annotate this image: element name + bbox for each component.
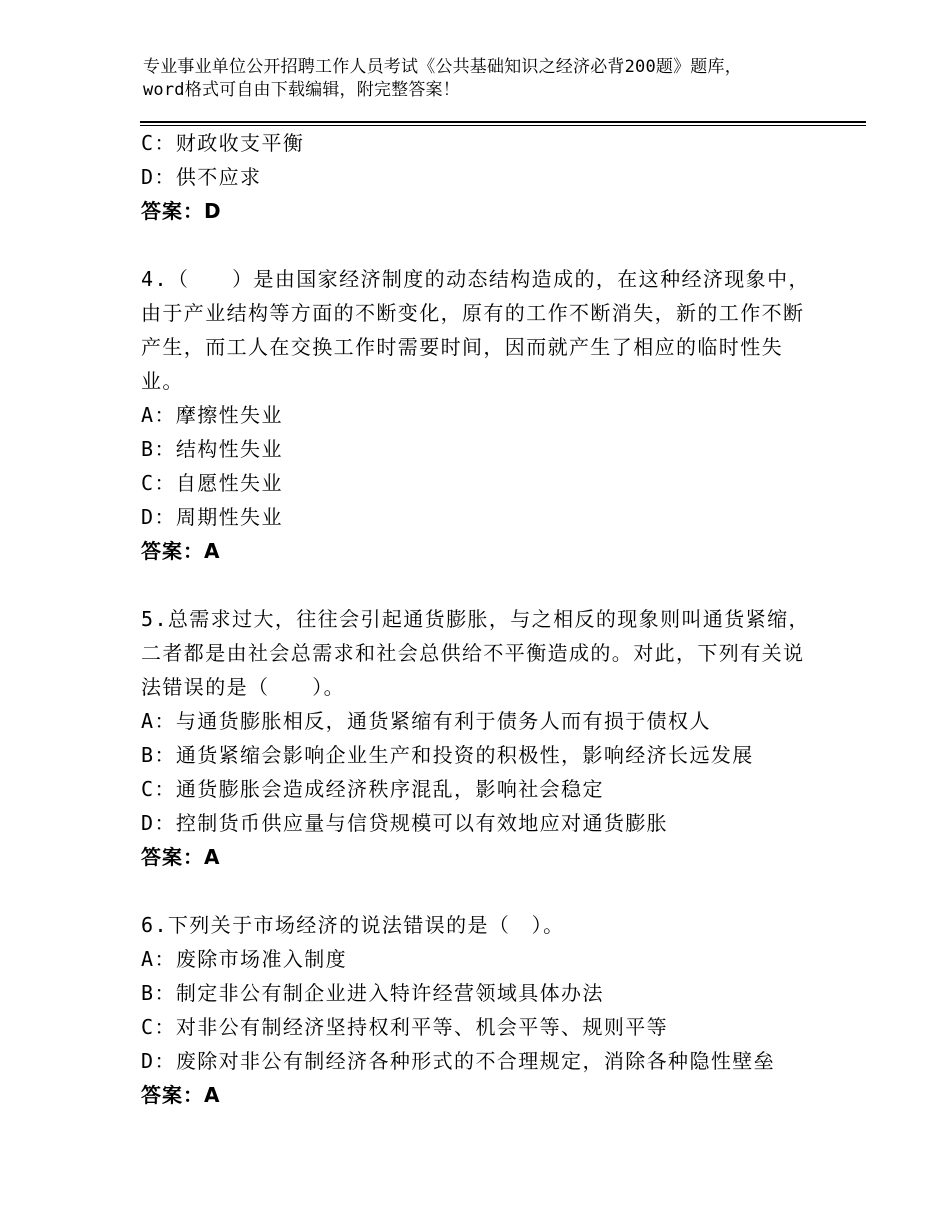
- question-6: [141, 908, 811, 1112]
- spacer: [141, 874, 811, 908]
- option-d: D：供不应求: [141, 165, 262, 189]
- option-b: B：结构性失业: [141, 437, 283, 461]
- header-rule-thick: [140, 121, 866, 123]
- option-d: D：周期性失业: [141, 505, 283, 529]
- answer-line: 答案：A: [141, 1083, 221, 1107]
- option-d: D：控制货币供应量与信贷规模可以有效地应对通货膨胀: [141, 811, 669, 835]
- option-a: A：摩擦性失业: [141, 403, 283, 427]
- spacer: [141, 568, 811, 602]
- page-header: 专业事业单位公开招聘工作人员考试《公共基础知识之经济必背200题》题库，word格式可自由下载编辑，附完整答案！: [143, 57, 742, 100]
- option-c: C：对非公有制经济坚持权利平等、机会平等、规则平等: [141, 1015, 669, 1039]
- answer-line: 答案：D: [141, 199, 222, 223]
- question-stem: 6.下列关于市场经济的说法错误的是（ ）。: [141, 913, 565, 937]
- option-b: B：通货紧缩会影响企业生产和投资的积极性，影响经济长远发展: [141, 743, 754, 767]
- question-stem: 4.（ ）是由国家经济制度的动态结构造成的，在这种经济现象中，由于产业结构等方面的不断变化，原有的工作不断消失，新的工作不断产生，而工人在交换工作时需要时间，因而就产生了相应的临时性失业。: [141, 267, 810, 393]
- question-stem: 5.总需求过大，往往会引起通货膨胀，与之相反的现象则叫通货紧缩，二者都是由社会总需求和社会总供给不平衡造成的。对此，下列有关说法错误的是（ ）。: [141, 607, 810, 699]
- answer-line: 答案：A: [141, 845, 221, 869]
- answer-line: 答案：A: [141, 539, 221, 563]
- question-list: [141, 126, 811, 1112]
- option-c: C：通货膨胀会造成经济秩序混乱，影响社会稳定: [141, 777, 604, 801]
- option-c: C：自愿性失业: [141, 471, 283, 495]
- question-4: [141, 262, 811, 568]
- option-c: C：财政收支平衡: [141, 131, 305, 155]
- spacer: [141, 228, 811, 262]
- option-d: D：废除对非公有制经济各种形式的不合理规定，消除各种隐性壁垒: [141, 1049, 776, 1073]
- option-b: B：制定非公有制企业进入特许经营领域具体办法: [141, 981, 604, 1005]
- question-5: [141, 602, 811, 874]
- option-a: A：与通货膨胀相反，通货紧缩有利于债务人而有损于债权人: [141, 709, 711, 733]
- option-a: A：废除市场准入制度: [141, 947, 348, 971]
- question-3-continued: [141, 126, 811, 228]
